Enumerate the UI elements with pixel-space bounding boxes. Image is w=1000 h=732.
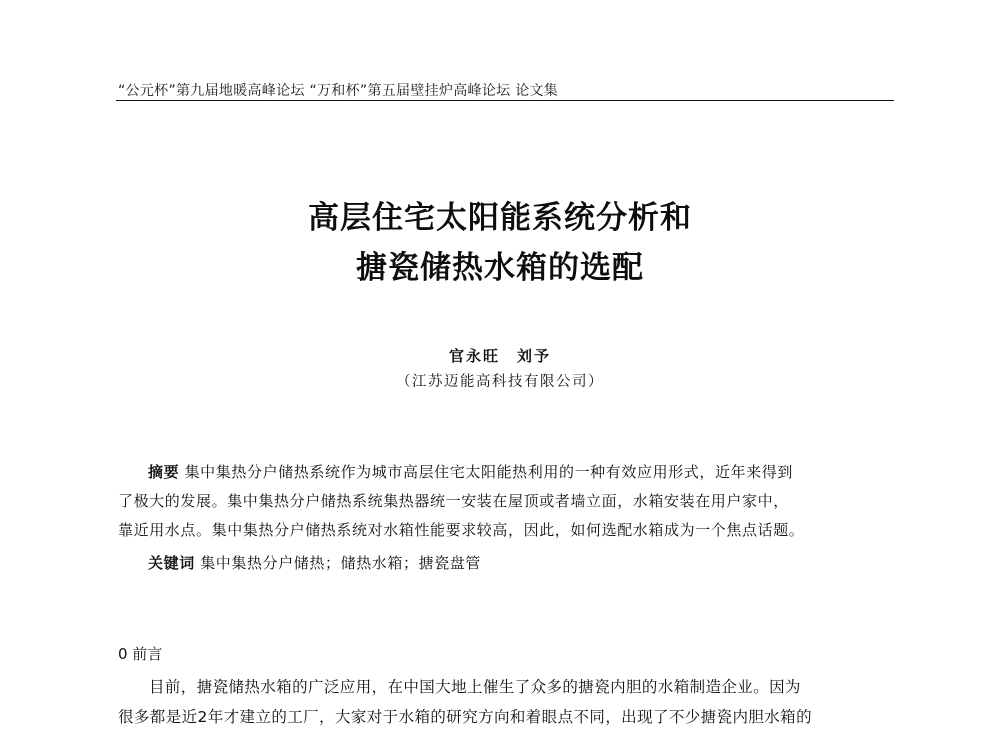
- abstract-text-1: 集中集热分户储热系统作为城市高层住宅太阳能热利用的一种有效应用形式，近年来得到: [184, 463, 793, 481]
- affiliation: （江苏迈能高科技有限公司）: [396, 374, 604, 390]
- section-heading: 0 前言: [118, 645, 163, 663]
- body-line-1: 目前，搪瓷储热水箱的广泛应用，在中国大地上催生了众多的搪瓷内胆的水箱制造企业。因为: [149, 678, 801, 696]
- paper-title-line-2: 搪瓷储热水箱的选配: [356, 250, 644, 286]
- abstract-line-3: 靠近用水点。集中集热分户储热系统对水箱性能要求较高，因此，如何选配水箱成为一个焦点话题。: [118, 521, 805, 539]
- header-rule: [116, 100, 894, 101]
- keywords-text: 集中集热分户储热；储热水箱；搪瓷盘管: [200, 554, 481, 572]
- paper-title-line-1: 高层住宅太阳能系统分析和: [308, 200, 692, 236]
- abstract-label: 摘要: [148, 463, 180, 481]
- abstract-line-2: 了极大的发展。集中集热分户储热系统集热器统一安装在屋顶或者墙立面，水箱安装在用户家中，: [118, 492, 789, 510]
- body-paragraph: [118, 672, 894, 732]
- running-header: “公元杯”第九届地暖高峰论坛 “万和杯”第五届壁挂炉高峰论坛 论文集: [118, 83, 559, 99]
- abstract-line-1: [118, 458, 894, 487]
- abstract: [118, 458, 894, 545]
- keywords-label: 关键词: [148, 554, 195, 572]
- keywords: [148, 552, 481, 573]
- body-line-2: 很多都是近2年才建立的工厂，大家对于水箱的研究方向和着眼点不同，出现了不少搪瓷内胆水箱的: [118, 708, 812, 726]
- authors: 官永旺 刘予: [448, 347, 551, 365]
